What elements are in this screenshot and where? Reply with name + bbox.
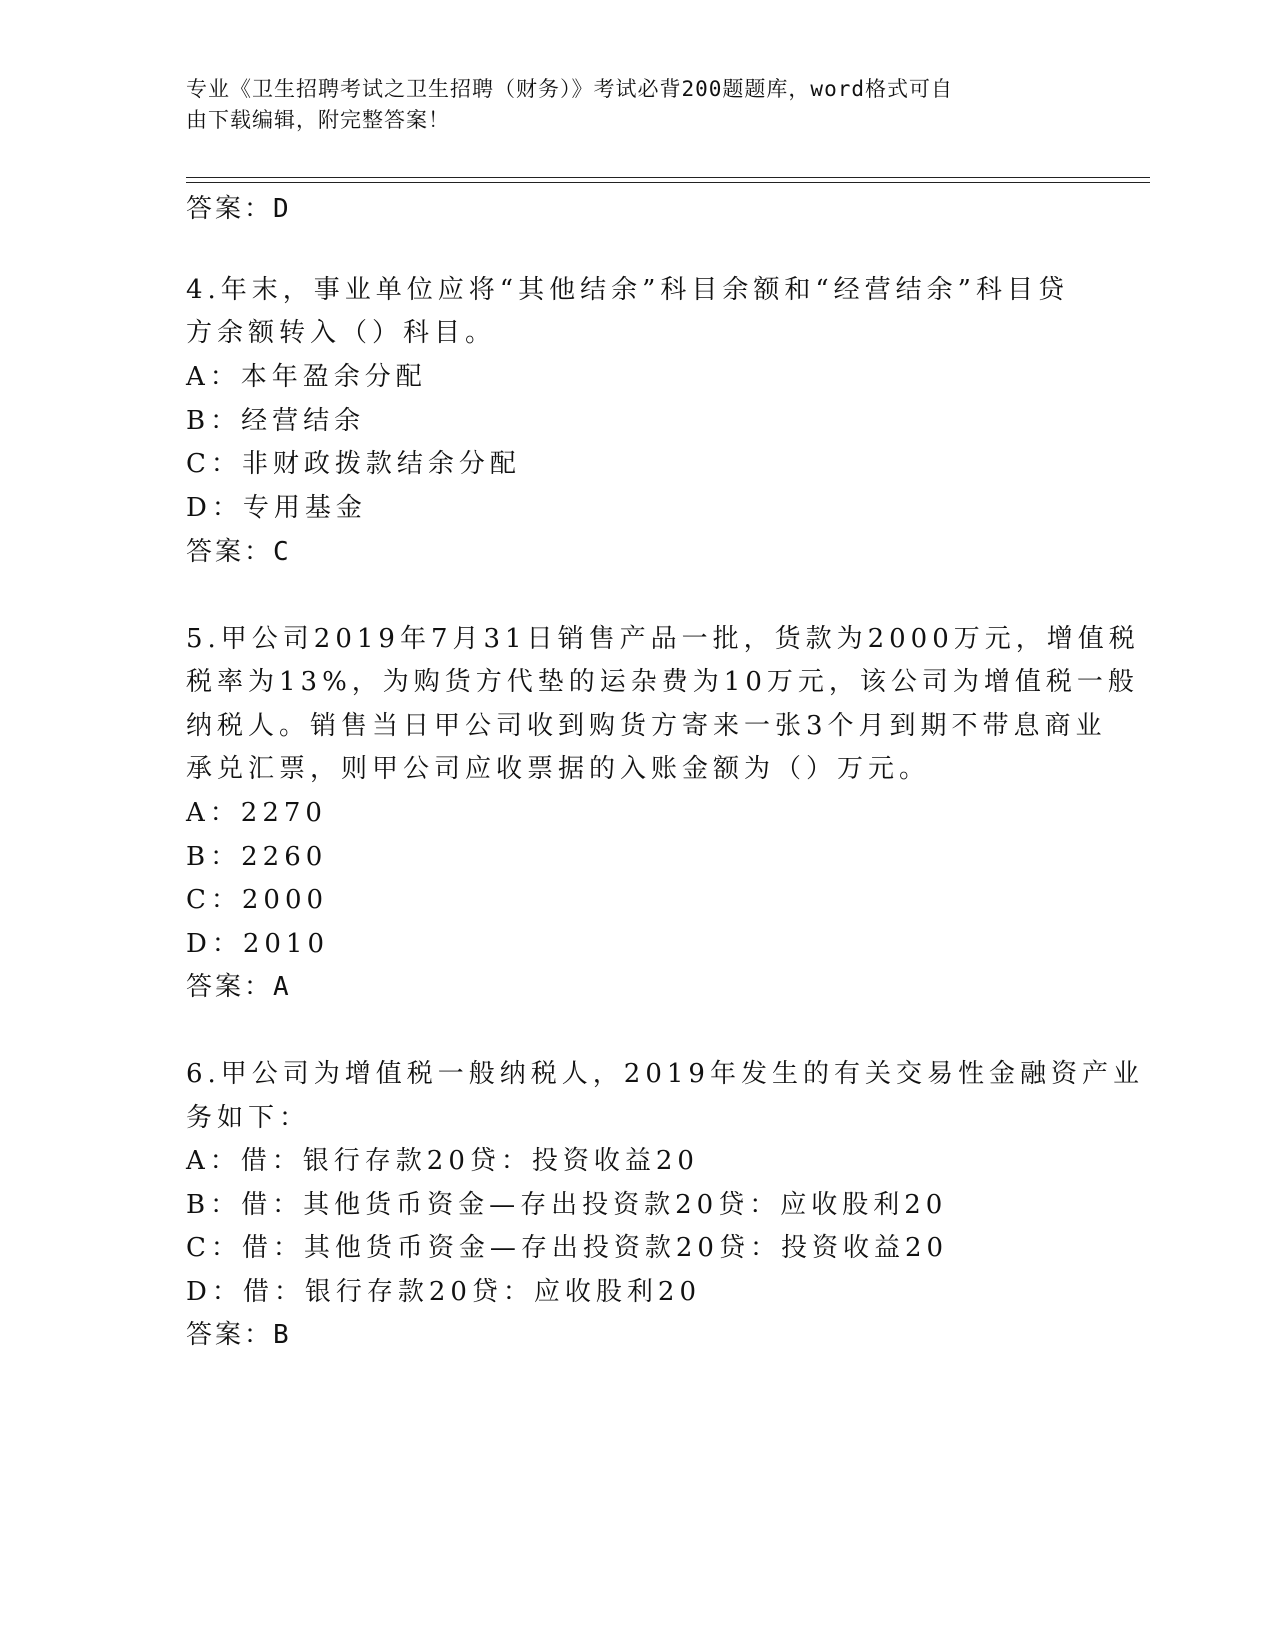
question-text-line: 税率为13%，为购货方代垫的运杂费为10万元，该公司为增值税一般 xyxy=(186,667,1139,697)
document-header xyxy=(186,74,1066,136)
header-line-1: 专业《卫生招聘考试之卫生招聘（财务）》考试必背200题题库，word格式可自 xyxy=(186,77,953,101)
question-text-line: 方余额转入（）科目。 xyxy=(186,318,497,348)
answer: 答案：B xyxy=(186,1320,292,1350)
question-text-line: 承兑汇票，则甲公司应收票据的入账金额为（）万元。 xyxy=(186,754,931,784)
previous-answer: 答案：D xyxy=(186,194,292,224)
question-text-line: 务如下： xyxy=(186,1103,311,1133)
option-a: A：本年盈余分配 xyxy=(186,362,427,392)
header-divider-top xyxy=(186,177,1150,178)
question-text-line: 6.甲公司为增值税一般纳税人，2019年发生的有关交易性金融资产业 xyxy=(186,1059,1144,1089)
option-c: C：借：其他货币资金—存出投资款20贷：投资收益20 xyxy=(186,1233,949,1263)
question-text-line: 纳税人。销售当日甲公司收到购货方寄来一张3个月到期不带息商业 xyxy=(186,711,1107,741)
header-line-2: 由下载编辑，附完整答案！ xyxy=(186,108,450,132)
header-divider-bottom xyxy=(186,182,1150,183)
option-b: B：2260 xyxy=(186,842,328,872)
option-d: D：借：银行存款20贷：应收股利20 xyxy=(186,1277,702,1307)
answer: 答案：C xyxy=(186,537,292,567)
question-text-line: 5.甲公司2019年7月31日销售产品一批，货款为2000万元，增值税 xyxy=(186,624,1140,654)
option-b: B：经营结余 xyxy=(186,406,366,436)
option-c: C：2000 xyxy=(186,885,329,915)
option-d: D：2010 xyxy=(186,929,330,959)
option-b: B：借：其他货币资金—存出投资款20贷：应收股利20 xyxy=(186,1190,948,1220)
answer: 答案：A xyxy=(186,972,292,1002)
option-c: C：非财政拨款结余分配 xyxy=(186,449,521,479)
question-text-line: 4.年末，事业单位应将“其他结余”科目余额和“经营结余”科目贷 xyxy=(186,275,1069,305)
option-a: A：借：银行存款20贷：投资收益20 xyxy=(186,1146,699,1176)
option-d: D：专用基金 xyxy=(186,493,367,523)
option-a: A：2270 xyxy=(186,798,327,828)
